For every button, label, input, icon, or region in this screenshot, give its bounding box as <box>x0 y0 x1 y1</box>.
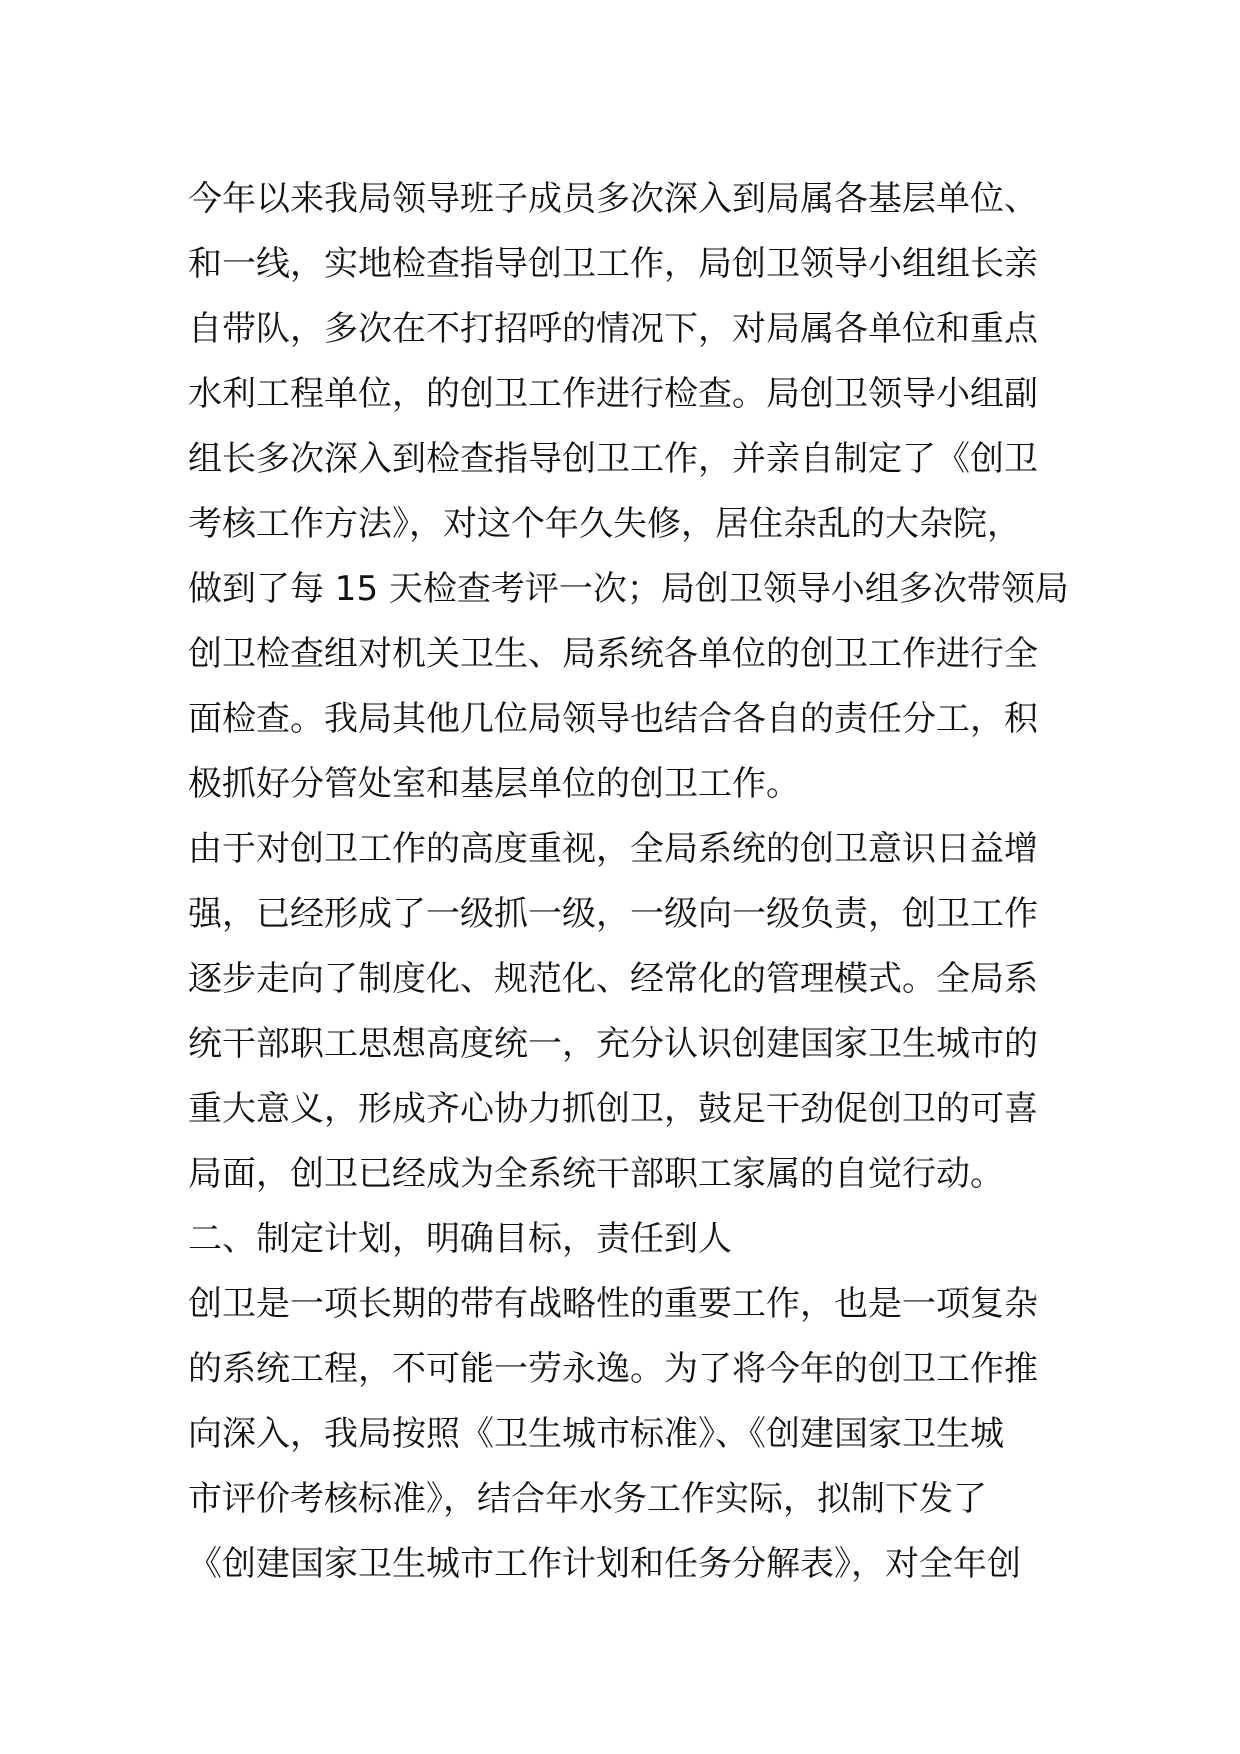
text-line <box>188 622 1060 687</box>
text-line <box>188 1402 1060 1467</box>
line-text: 极抓好分管处室和基层单位的创卫工作。 <box>188 764 800 804</box>
text-line <box>188 817 1060 882</box>
text-line <box>188 687 1060 752</box>
text-line <box>188 492 1060 557</box>
text-line <box>188 882 1060 947</box>
heading-text: 二、制定计划，明确目标，责任到人 <box>188 1219 732 1259</box>
line-text: 面检查。我局其他几位局领导也结合各自的责任分工，积 <box>188 699 1038 739</box>
line-text: 水利工程单位，的创卫工作进行检查。局创卫领导小组副 <box>188 374 1038 414</box>
text-line <box>188 1532 1060 1597</box>
text-line <box>188 297 1060 362</box>
line-text: 组长多次深入到检查指导创卫工作，并亲自制定了《创卫 <box>188 439 1038 479</box>
text-line <box>188 1272 1060 1337</box>
section-heading <box>188 1207 1060 1272</box>
line-text: 由于对创卫工作的高度重视，全局系统的创卫意识日益增 <box>188 829 1038 869</box>
line-text: 强，已经形成了一级抓一级，一级向一级负责，创卫工作 <box>188 894 1038 934</box>
line-text: 今年以来我局领导班子成员多次深入到局属各基层单位、 <box>188 179 1038 219</box>
line-text: 考核工作方法》，对这个年久失修，居住杂乱的大杂院， <box>188 504 1021 544</box>
line-text: 创卫是一项长期的带有战略性的重要工作，也是一项复杂 <box>188 1284 1038 1324</box>
line-text: 和一线，实地检查指导创卫工作，局创卫领导小组组长亲 <box>188 244 1038 284</box>
line-text: 的系统工程，不可能一劳永逸。为了将今年的创卫工作推 <box>188 1349 1038 1389</box>
text-line <box>188 232 1060 297</box>
line-text: 向深入，我局按照《卫生城市标准》、《创建国家卫生城 <box>188 1414 1004 1454</box>
line-text: 《创建国家卫生城市工作计划和任务分解表》，对全年创 <box>188 1544 1021 1584</box>
paragraph-last-line <box>188 752 1060 817</box>
line-text: 重大意义，形成齐心协力抓创卫，鼓足干劲促创卫的可喜 <box>188 1089 1038 1129</box>
document-body <box>188 167 1069 1597</box>
line-text: 市评价考核标准》，结合年水务工作实际，拟制下发了 <box>188 1479 987 1519</box>
text-line <box>188 1012 1060 1077</box>
text-line <box>188 1467 1060 1532</box>
text-line <box>188 1077 1060 1142</box>
text-line <box>188 362 1060 427</box>
text-line <box>188 427 1060 492</box>
line-text: 局面，创卫已经成为全系统干部职工家属的自觉行动。 <box>188 1154 1004 1194</box>
line-text: 统干部职工思想高度统一，充分认识创建国家卫生城市的 <box>188 1024 1038 1064</box>
paragraph-last-line <box>188 1142 1060 1207</box>
line-text: 做到了每 15 天检查考评一次；局创卫领导小组多次带领局 <box>188 569 1069 609</box>
line-text: 逐步走向了制度化、规范化、经常化的管理模式。全局系 <box>188 959 1038 999</box>
text-line <box>188 1337 1060 1402</box>
text-line <box>188 557 1069 622</box>
text-line <box>188 947 1060 1012</box>
line-text: 自带队，多次在不打招呼的情况下，对局属各单位和重点 <box>188 309 1038 349</box>
text-line <box>188 167 1060 232</box>
line-text: 创卫检查组对机关卫生、局系统各单位的创卫工作进行全 <box>188 634 1038 674</box>
